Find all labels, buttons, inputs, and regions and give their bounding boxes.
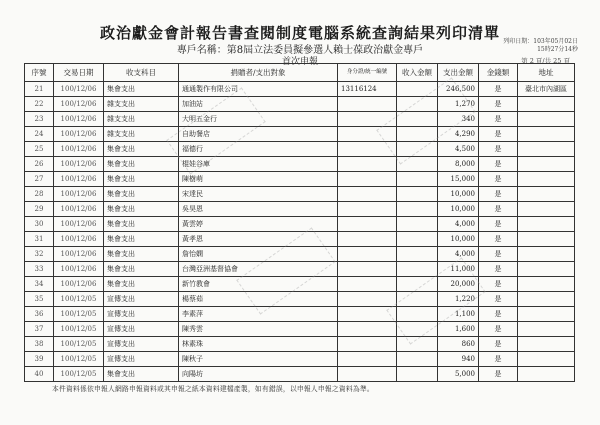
cash-flag-cell: 是 xyxy=(479,307,518,322)
expense-amount-cell: 15,000 xyxy=(438,172,479,187)
id-number-cell xyxy=(338,217,397,232)
id-number-cell xyxy=(338,97,397,112)
counterparty-cell: 詹怡嫻 xyxy=(179,247,338,262)
counterparty-cell: 自助餐店 xyxy=(179,127,338,142)
expense-amount-cell: 8,000 xyxy=(438,157,479,172)
expense-amount-cell: 20,000 xyxy=(438,277,479,292)
page-info: 第 2 頁/共 25 頁 xyxy=(521,57,570,65)
cash-flag-cell: 是 xyxy=(479,277,518,292)
transaction-date-cell: 100/12/06 xyxy=(54,262,104,277)
table-row xyxy=(25,172,575,187)
income-amount-cell xyxy=(397,292,438,307)
address-cell xyxy=(518,217,575,232)
transaction-date-cell: 100/12/05 xyxy=(54,292,104,307)
id-number-cell xyxy=(338,292,397,307)
table-row xyxy=(25,127,575,142)
expense-amount-cell: 1,600 xyxy=(438,322,479,337)
address-cell: 臺北市內湖區 xyxy=(518,82,575,97)
print-date: 列印日期：103年05月02日 xyxy=(503,38,578,45)
row-number-cell: 30 xyxy=(25,217,54,232)
col-header-cash: 金錢類 xyxy=(479,64,518,82)
transaction-date-cell: 100/12/06 xyxy=(54,172,104,187)
category-cell: 集會支出 xyxy=(104,367,179,382)
category-cell: 集會支出 xyxy=(104,232,179,247)
cash-flag-cell: 是 xyxy=(479,322,518,337)
expense-amount-cell: 340 xyxy=(438,112,479,127)
table-row xyxy=(25,262,575,277)
address-cell xyxy=(518,247,575,262)
transaction-date-cell: 100/12/05 xyxy=(54,352,104,367)
transaction-date-cell: 100/12/06 xyxy=(54,127,104,142)
expense-amount-cell: 4,500 xyxy=(438,142,479,157)
id-number-cell xyxy=(338,157,397,172)
address-cell xyxy=(518,262,575,277)
category-cell: 集會支出 xyxy=(104,187,179,202)
income-amount-cell xyxy=(397,172,438,187)
counterparty-cell: 棍娃谷庫 xyxy=(179,157,338,172)
category-cell: 宣傳支出 xyxy=(104,307,179,322)
counterparty-cell: 楊蔡茹 xyxy=(179,292,338,307)
address-cell xyxy=(518,142,575,157)
category-cell: 集會支出 xyxy=(104,202,179,217)
col-header-no: 序號 xyxy=(25,64,54,82)
cash-flag-cell: 是 xyxy=(479,292,518,307)
table-row xyxy=(25,187,575,202)
income-amount-cell xyxy=(397,97,438,112)
cash-flag-cell: 是 xyxy=(479,262,518,277)
expense-amount-cell: 1,100 xyxy=(438,307,479,322)
cash-flag-cell: 是 xyxy=(479,337,518,352)
transaction-date-cell: 100/12/05 xyxy=(54,367,104,382)
category-cell: 集會支出 xyxy=(104,247,179,262)
col-header-expense: 支出金額 xyxy=(438,64,479,82)
transaction-date-cell: 100/12/06 xyxy=(54,112,104,127)
income-amount-cell xyxy=(397,322,438,337)
transaction-date-cell: 100/12/06 xyxy=(54,247,104,262)
address-cell xyxy=(518,337,575,352)
col-header-date: 交易日期 xyxy=(54,64,104,82)
cash-flag-cell: 是 xyxy=(479,97,518,112)
income-amount-cell xyxy=(397,337,438,352)
row-number-cell: 21 xyxy=(25,82,54,97)
row-number-cell: 33 xyxy=(25,262,54,277)
table-row xyxy=(25,292,575,307)
table-row xyxy=(25,337,575,352)
income-amount-cell xyxy=(397,157,438,172)
table-row xyxy=(25,367,575,382)
id-number-cell xyxy=(338,367,397,382)
transaction-date-cell: 100/12/06 xyxy=(54,217,104,232)
transaction-date-cell: 100/12/06 xyxy=(54,232,104,247)
id-number-cell xyxy=(338,172,397,187)
category-cell: 宣傳支出 xyxy=(104,292,179,307)
income-amount-cell xyxy=(397,367,438,382)
income-amount-cell xyxy=(397,82,438,97)
category-cell: 集會支出 xyxy=(104,217,179,232)
table-header-row xyxy=(25,64,575,82)
income-amount-cell xyxy=(397,277,438,292)
address-cell xyxy=(518,352,575,367)
cash-flag-cell: 是 xyxy=(479,352,518,367)
cash-flag-cell: 是 xyxy=(479,247,518,262)
counterparty-cell: 陳秀雲 xyxy=(179,322,338,337)
id-number-cell xyxy=(338,232,397,247)
col-header-address: 地址 xyxy=(518,64,575,82)
cash-flag-cell: 是 xyxy=(479,112,518,127)
expense-amount-cell: 4,290 xyxy=(438,127,479,142)
category-cell: 宣傳支出 xyxy=(104,352,179,367)
expense-amount-cell: 940 xyxy=(438,352,479,367)
id-number-cell xyxy=(338,127,397,142)
counterparty-cell: 通通製作有限公司 xyxy=(179,82,338,97)
address-cell xyxy=(518,157,575,172)
row-number-cell: 23 xyxy=(25,112,54,127)
counterparty-cell: 大明五金行 xyxy=(179,112,338,127)
counterparty-cell: 向陽坊 xyxy=(179,367,338,382)
category-cell: 雜支支出 xyxy=(104,112,179,127)
id-number-cell xyxy=(338,322,397,337)
transaction-date-cell: 100/12/06 xyxy=(54,142,104,157)
transaction-date-cell: 100/12/06 xyxy=(54,277,104,292)
income-amount-cell xyxy=(397,187,438,202)
table-row xyxy=(25,232,575,247)
income-amount-cell xyxy=(397,112,438,127)
row-number-cell: 24 xyxy=(25,127,54,142)
income-amount-cell xyxy=(397,247,438,262)
table-row xyxy=(25,277,575,292)
counterparty-cell: 吳昊恩 xyxy=(179,202,338,217)
col-header-id: 身分證/統一編號 xyxy=(338,64,397,82)
cash-flag-cell: 是 xyxy=(479,202,518,217)
address-cell xyxy=(518,367,575,382)
address-cell xyxy=(518,112,575,127)
row-number-cell: 25 xyxy=(25,142,54,157)
category-cell: 集會支出 xyxy=(104,262,179,277)
expense-amount-cell: 10,000 xyxy=(438,202,479,217)
row-number-cell: 26 xyxy=(25,157,54,172)
category-cell: 集會支出 xyxy=(104,142,179,157)
id-number-cell: 13116124 xyxy=(338,82,397,97)
address-cell xyxy=(518,127,575,142)
counterparty-cell: 福德行 xyxy=(179,142,338,157)
category-cell: 雜支支出 xyxy=(104,127,179,142)
expense-amount-cell: 4,000 xyxy=(438,217,479,232)
income-amount-cell xyxy=(397,127,438,142)
transaction-date-cell: 100/12/05 xyxy=(54,337,104,352)
row-number-cell: 36 xyxy=(25,307,54,322)
address-cell xyxy=(518,307,575,322)
counterparty-cell: 陳秋子 xyxy=(179,352,338,367)
cash-flag-cell: 是 xyxy=(479,187,518,202)
cash-flag-cell: 是 xyxy=(479,367,518,382)
income-amount-cell xyxy=(397,352,438,367)
report-title: 政治獻金會計報告書查閱制度電腦系統查詢結果列印清單 xyxy=(99,24,500,42)
col-header-income: 收入金額 xyxy=(397,64,438,82)
report-type: 首次申報 xyxy=(281,57,318,67)
category-cell: 集會支出 xyxy=(104,172,179,187)
print-info xyxy=(503,38,578,54)
col-header-category: 收支科目 xyxy=(104,64,179,82)
table-row xyxy=(25,82,575,97)
counterparty-cell: 新竹教會 xyxy=(179,277,338,292)
address-cell xyxy=(518,292,575,307)
table-row xyxy=(25,322,575,337)
table-row xyxy=(25,307,575,322)
row-number-cell: 22 xyxy=(25,97,54,112)
income-amount-cell xyxy=(397,202,438,217)
income-amount-cell xyxy=(397,232,438,247)
row-number-cell: 31 xyxy=(25,232,54,247)
expense-amount-cell: 860 xyxy=(438,337,479,352)
transactions-table xyxy=(24,63,575,382)
cash-flag-cell: 是 xyxy=(479,217,518,232)
transaction-date-cell: 100/12/06 xyxy=(54,157,104,172)
transaction-date-cell: 100/12/06 xyxy=(54,82,104,97)
table-row xyxy=(25,247,575,262)
row-number-cell: 34 xyxy=(25,277,54,292)
footnote: 本件資料係依申報人網路申報資料或其申報之紙本資料建檔產製，如有錯誤，以申報人申報之資料為準。 xyxy=(52,385,374,393)
expense-amount-cell: 10,000 xyxy=(438,187,479,202)
transaction-date-cell: 100/12/05 xyxy=(54,307,104,322)
expense-amount-cell: 10,000 xyxy=(438,232,479,247)
income-amount-cell xyxy=(397,142,438,157)
print-time: 15時27分14秒 xyxy=(537,46,578,53)
id-number-cell xyxy=(338,187,397,202)
table-row xyxy=(25,97,575,112)
row-number-cell: 38 xyxy=(25,337,54,352)
category-cell: 集會支出 xyxy=(104,277,179,292)
expense-amount-cell: 1,220 xyxy=(438,292,479,307)
table-row xyxy=(25,142,575,157)
row-number-cell: 40 xyxy=(25,367,54,382)
cash-flag-cell: 是 xyxy=(479,172,518,187)
expense-amount-cell: 4,000 xyxy=(438,247,479,262)
row-number-cell: 35 xyxy=(25,292,54,307)
income-amount-cell xyxy=(397,262,438,277)
counterparty-cell: 宋達民 xyxy=(179,187,338,202)
address-cell xyxy=(518,97,575,112)
expense-amount-cell: 1,270 xyxy=(438,97,479,112)
row-number-cell: 39 xyxy=(25,352,54,367)
transaction-date-cell: 100/12/06 xyxy=(54,187,104,202)
table-row xyxy=(25,352,575,367)
category-cell: 宣傳支出 xyxy=(104,322,179,337)
category-cell: 雜支支出 xyxy=(104,97,179,112)
cash-flag-cell: 是 xyxy=(479,82,518,97)
table-row xyxy=(25,202,575,217)
cash-flag-cell: 是 xyxy=(479,157,518,172)
id-number-cell xyxy=(338,337,397,352)
counterparty-cell: 林素珠 xyxy=(179,337,338,352)
income-amount-cell xyxy=(397,307,438,322)
id-number-cell xyxy=(338,142,397,157)
id-number-cell xyxy=(338,202,397,217)
id-number-cell xyxy=(338,307,397,322)
counterparty-cell: 加油站 xyxy=(179,97,338,112)
row-number-cell: 32 xyxy=(25,247,54,262)
address-cell xyxy=(518,202,575,217)
id-number-cell xyxy=(338,352,397,367)
id-number-cell xyxy=(338,247,397,262)
table-row xyxy=(25,112,575,127)
table-body xyxy=(25,82,575,382)
income-amount-cell xyxy=(397,217,438,232)
counterparty-cell: 黃雲婷 xyxy=(179,217,338,232)
address-cell xyxy=(518,322,575,337)
id-number-cell xyxy=(338,262,397,277)
account-name: 專戶名稱：第8屆立法委員擬參選人賴士葆政治獻金專戶 xyxy=(176,45,424,56)
counterparty-cell: 陳樹萌 xyxy=(179,172,338,187)
row-number-cell: 27 xyxy=(25,172,54,187)
id-number-cell xyxy=(338,112,397,127)
cash-flag-cell: 是 xyxy=(479,232,518,247)
address-cell xyxy=(518,187,575,202)
category-cell: 集會支出 xyxy=(104,157,179,172)
expense-amount-cell: 5,000 xyxy=(438,367,479,382)
category-cell: 宣傳支出 xyxy=(104,337,179,352)
row-number-cell: 28 xyxy=(25,187,54,202)
expense-amount-cell: 11,000 xyxy=(438,262,479,277)
id-number-cell xyxy=(338,277,397,292)
address-cell xyxy=(518,172,575,187)
counterparty-cell: 黃孝恩 xyxy=(179,232,338,247)
row-number-cell: 37 xyxy=(25,322,54,337)
counterparty-cell: 台灣亞洲基督協會 xyxy=(179,262,338,277)
address-cell xyxy=(518,277,575,292)
address-cell xyxy=(518,232,575,247)
cash-flag-cell: 是 xyxy=(479,142,518,157)
transaction-date-cell: 100/12/06 xyxy=(54,202,104,217)
category-cell: 集會支出 xyxy=(104,82,179,97)
table-row xyxy=(25,217,575,232)
row-number-cell: 29 xyxy=(25,202,54,217)
transaction-date-cell: 100/12/06 xyxy=(54,97,104,112)
counterparty-cell: 李素萍 xyxy=(179,307,338,322)
table-row xyxy=(25,157,575,172)
expense-amount-cell: 246,500 xyxy=(438,82,479,97)
col-header-party: 捐贈者/支出對象 xyxy=(179,64,338,82)
cash-flag-cell: 是 xyxy=(479,127,518,142)
transaction-date-cell: 100/12/05 xyxy=(54,322,104,337)
